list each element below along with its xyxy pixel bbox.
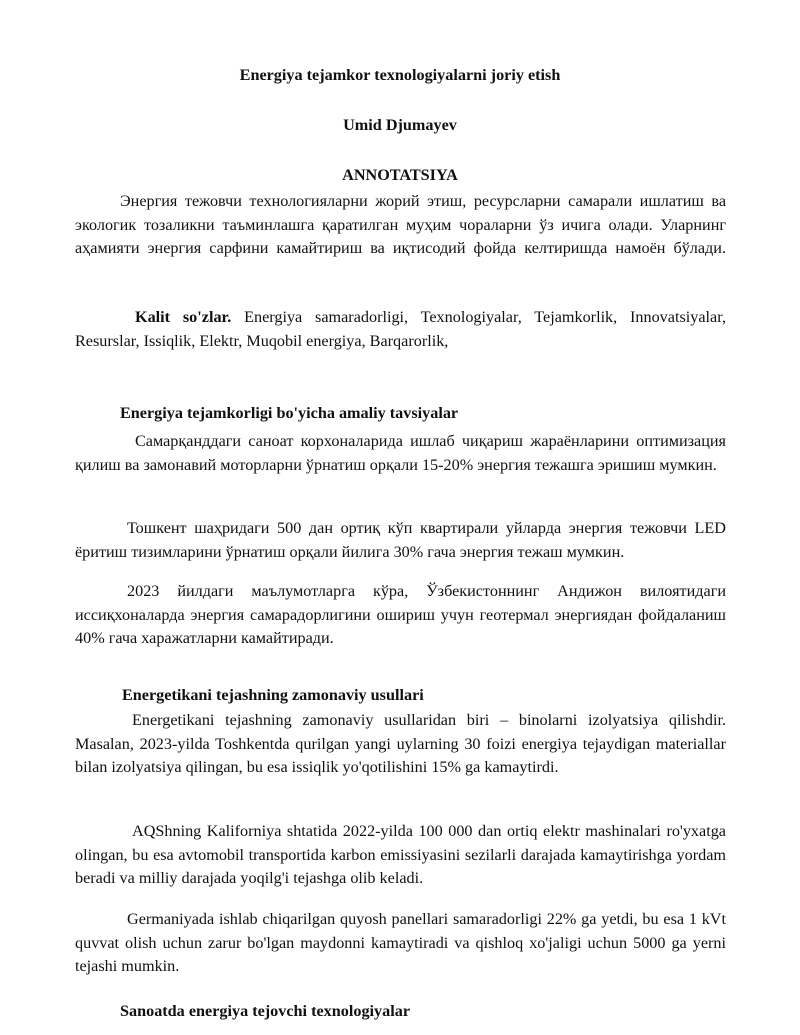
section2-paragraph: Energetikani tejashning zamonaviy usullaridan biri – binolarni izolyatsiya qilishdir. Masalan, 2023-yilda Toshkentda qurilgan yangi uylarning 30 foizi energiya tejaydigan materiallar bilan izolyatsiya qilingan, bu esa issiqlik yo'qotilishini 15% ga kamaytirdi. [75, 711, 726, 776]
annotation-heading: ANNOTATSIYA [342, 166, 458, 184]
author-name: Umid Djumayev [343, 116, 457, 134]
section2-paragraph: AQShning Kaliforniya shtatida 2022-yilda 100 000 dan ortiq elektr mashinalari ro'yxatga olingan, bu esa avtomobil transportida karbon emissiyasini sezilarli darajada kamaytirishga yordam beradi va milliy darajada yoqilg'i tejashga olib keladi. [75, 822, 726, 887]
section3-heading: Sanoatda energiya tejovchi texnologiyalar [120, 1002, 410, 1020]
document-title: Energiya tejamkor texnologiyalarni joriy etish [239, 66, 561, 84]
section1-heading: Energiya tejamkorligi bo'yicha amaliy tavsiyalar [120, 404, 459, 422]
keywords-label: Kalit so'zlar. [135, 308, 232, 326]
section1-paragraph: Тошкент шаҳридаги 500 дан ортиқ кўп квартирали уйларда энергия тежовчи LED ёритиш тизимларини ўрнатиш орқали йилига 30% гача энергия тежаш мумкин. [75, 519, 726, 561]
section1-paragraph: Самарқанддаги саноат корхоналарида ишлаб чиқариш жараёнларини оптимизация қилиш ва замонавий моторларни ўрнатиш орқали 15-20% энергия тежашга эришиш мумкин. [75, 432, 726, 474]
annotation-text: Энергия тежовчи технологияларни жорий этиш, ресурсларни самарали ишлатиш ва экологик тозаликни таъминлашга қаратилган муҳим чораларни ўз ичига олади. Уларнинг аҳамияти энергия сарфини камайтириш ва иқтисодий фойда келтиришда намоён бўлади. [75, 192, 726, 257]
section1-paragraph: 2023 йилдаги маълумотларга кўра, Ўзбекистоннинг Андижон вилоятидаги иссиқхоналарда энергия самарадорлигини ошириш учун геотермал энергиядан фойдаланиш 40% гача харажатларни камайтиради. [75, 582, 726, 647]
keywords-paragraph [75, 306, 726, 353]
section2-heading: Energetikani tejashning zamonaviy usullari [122, 686, 424, 704]
section2-paragraph: Germaniyada ishlab chiqarilgan quyosh panellari samaradorligi 22% ga yetdi, bu esa 1 kVt quvvat olish uchun zarur bo'lgan maydonni kamaytiradi va qishloq xo'jaligi uchun 5000 ga yerni tejashi mumkin. [75, 910, 726, 975]
keywords-text: Energiya samaradorligi, Texnologiyalar, Tejamkorlik, Innovatsiyalar, Resurslar, Issiqlik, Elektr, Muqobil energiya, Barqarorlik, [75, 308, 727, 350]
